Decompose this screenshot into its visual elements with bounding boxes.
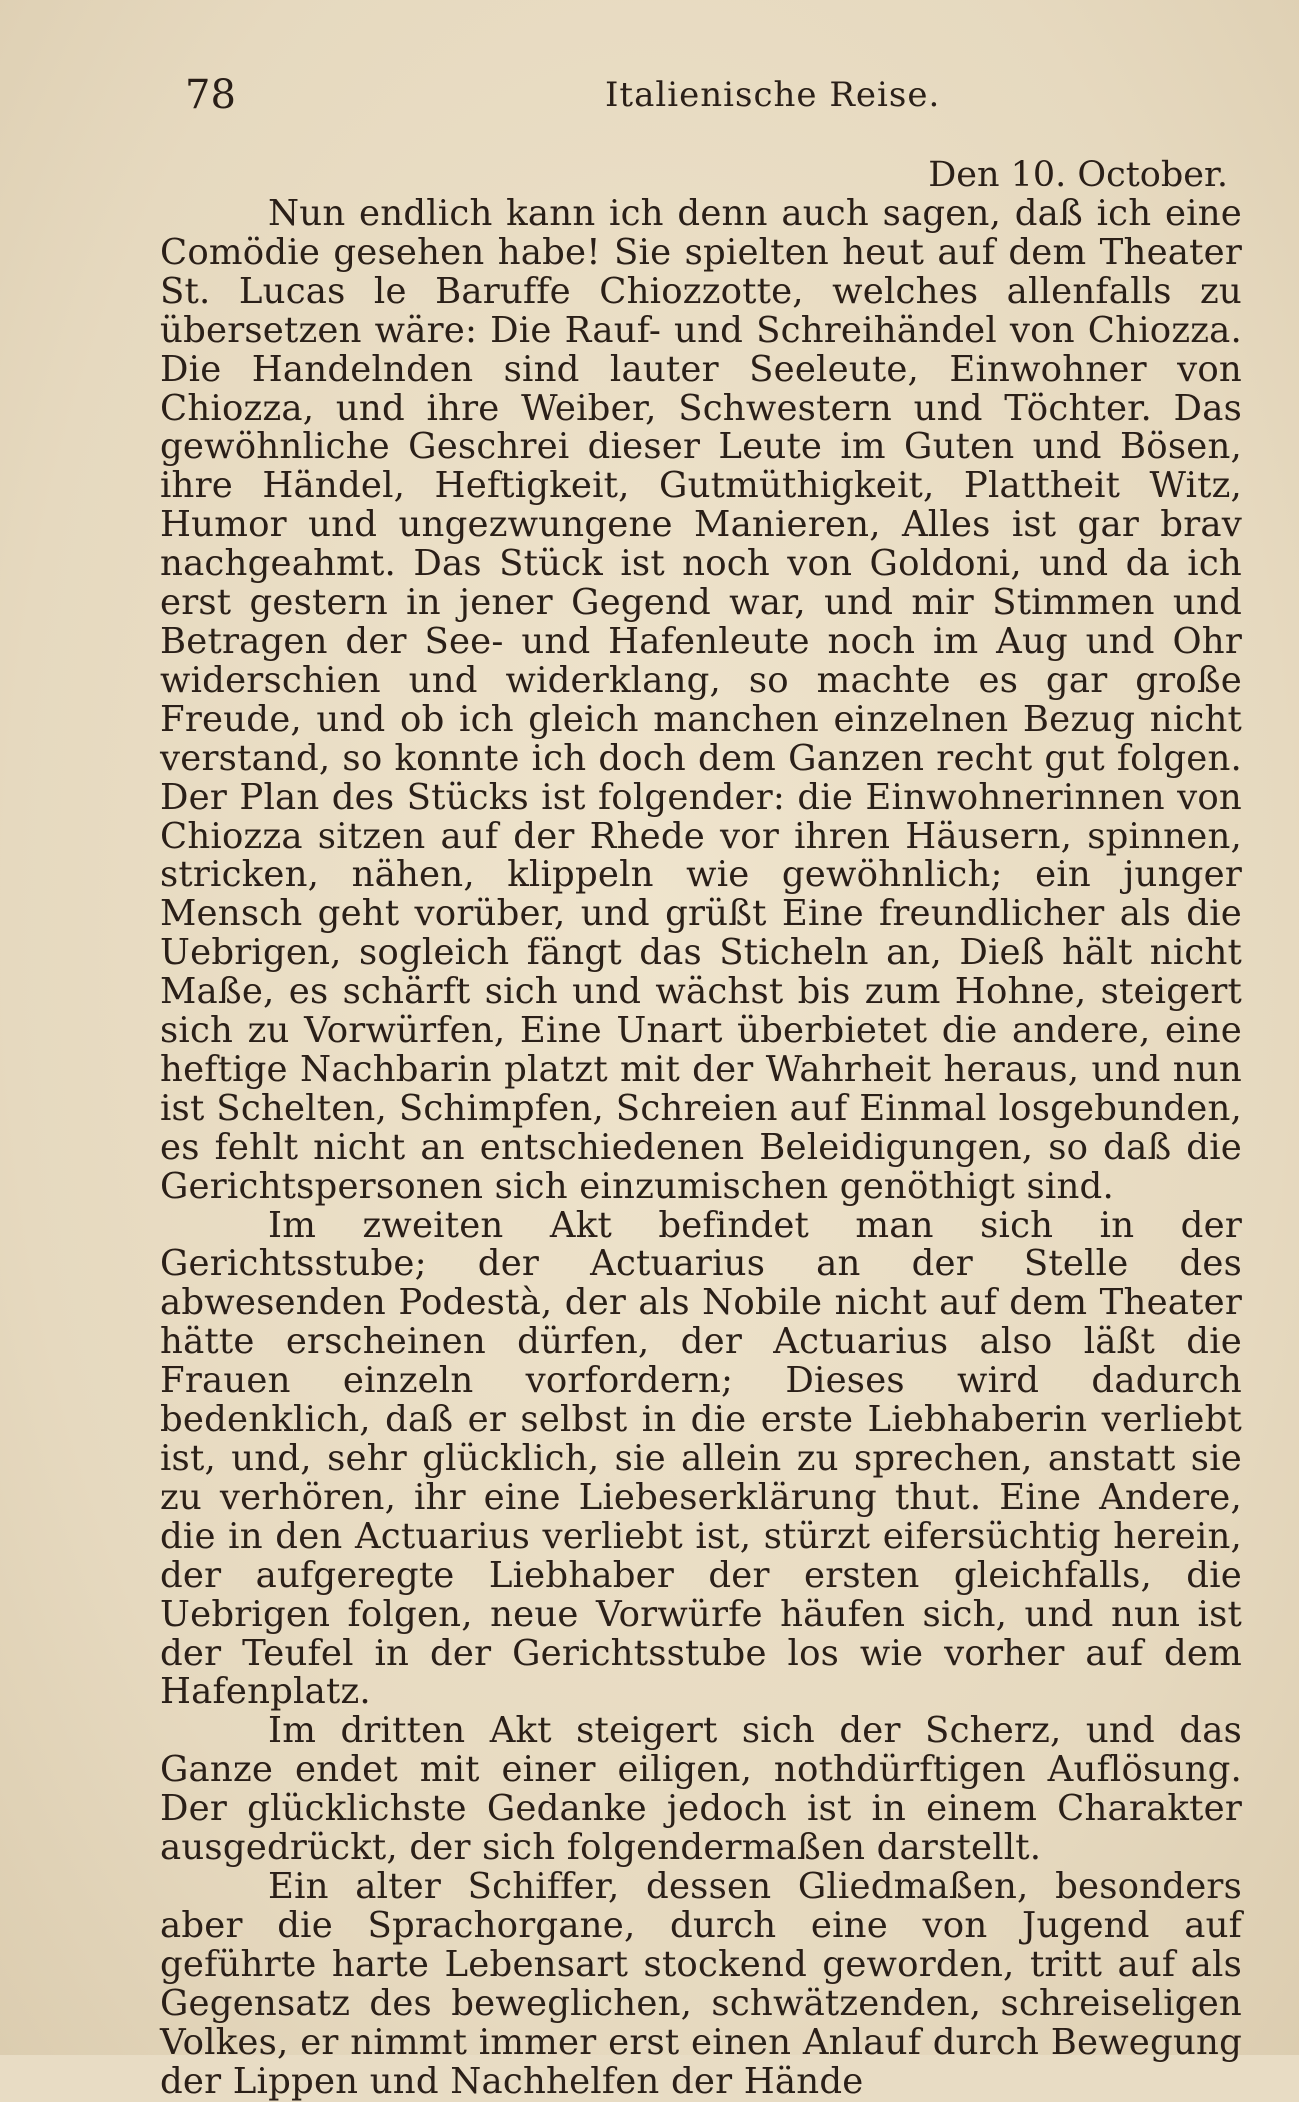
paragraph-3: Im dritten Akt steigert sich der Scherz, und das Ganze endet mit einer eiligen, nothdürftigen Auflösung. Der glücklichste Gedanke jedoch ist in einem Charakter ausgedrückt, der sich folgendermaßen darstellt.: [160, 1710, 1242, 1869]
paragraph-4: Ein alter Schiffer, dessen Gliedmaßen, besonders aber die Sprachorgane, durch eine von Jugend auf geführte harte Lebensart stockend geworden, tritt auf als Gegensatz des beweglichen, schwätzenden, schreiseligen Volkes, er nimmt immer erst einen Anlauf durch Bewegung der Lippen und Nachhelfen der Hände: [160, 1865, 1242, 2102]
body-text: [160, 155, 1240, 2101]
running-title: Italienische Reise.: [605, 75, 941, 115]
paragraph-1: Nun endlich kann ich denn auch sagen, daß ich eine Comödie gesehen habe! Sie spielten heut auf dem Theater St. Lucas le Baruffe Chiozzotte, welches allenfalls zu übersetzen wäre: Die Rauf- und Schreihändel von Chiozza. Die Handelnden sind lauter Seeleute, Einwohner von Chiozza, und ihre Weiber, Schwestern und Töchter. Das gewöhnliche Geschrei dieser Leute im Guten und Bösen, ihre Händel, Heftigkeit, Gutmüthigkeit, Plattheit Witz, Humor und ungezwungene Manieren, Alles ist gar brav nachgeahmt. Das Stück ist noch von Goldoni, und da ich erst gestern in jener Gegend war, und mir Stimmen und Betragen der See- und Hafenleute noch im Aug und Ohr widerschien und widerklang, so machte es gar große Freude, und ob ich gleich manchen einzelnen Bezug nicht verstand, so konnte ich doch dem Ganzen recht gut folgen. Der Plan des Stücks ist folgender: die Einwohnerinnen von Chiozza sitzen auf der Rhede vor ihren Häusern, spinnen, stricken, nähen, klippeln wie gewöhnlich; ein junger Mensch geht vorüber, und grüßt Eine freundlicher als die Uebrigen, sogleich fängt das Sticheln an, Dieß hält nicht Maße, es schärft sich und wächst bis zum Hohne, steigert sich zu Vorwürfen, Eine Unart überbietet die andere, eine heftige Nachbarin platzt mit der Wahrheit heraus, und nun ist Schelten, Schimpfen, Schreien auf Einmal losgebunden, es fehlt nicht an entschiedenen Beleidigungen, so daß die Gerichtspersonen sich einzumischen genöthigt sind.: [160, 193, 1242, 1207]
page-number: 78: [185, 72, 236, 118]
paragraph-2: Im zweiten Akt befindet man sich in der Gerichtsstube; der Actuarius an der Stelle des abwesenden Podestà, der als Nobile nicht auf dem Theater hätte erscheinen dürfen, der Actuarius also läßt die Frauen einzeln vorfordern; Dieses wird dadurch bedenklich, daß er selbst in die erste Liebhaberin verliebt ist, und, sehr glücklich, sie allein zu sprechen, anstatt sie zu verhören, ihr eine Liebeserklärung thut. Eine Andere, die in den Actuarius verliebt ist, stürzt eifersüchtig herein, der aufgeregte Liebhaber der ersten gleichfalls, die Uebrigen folgen, neue Vorwürfe häufen sich, und nun ist der Teufel in der Gerichtsstube los wie vorher auf dem Hafenplatz.: [160, 1204, 1242, 1713]
page-header: [185, 70, 1125, 120]
dateline: Den 10. October.: [928, 155, 1228, 195]
